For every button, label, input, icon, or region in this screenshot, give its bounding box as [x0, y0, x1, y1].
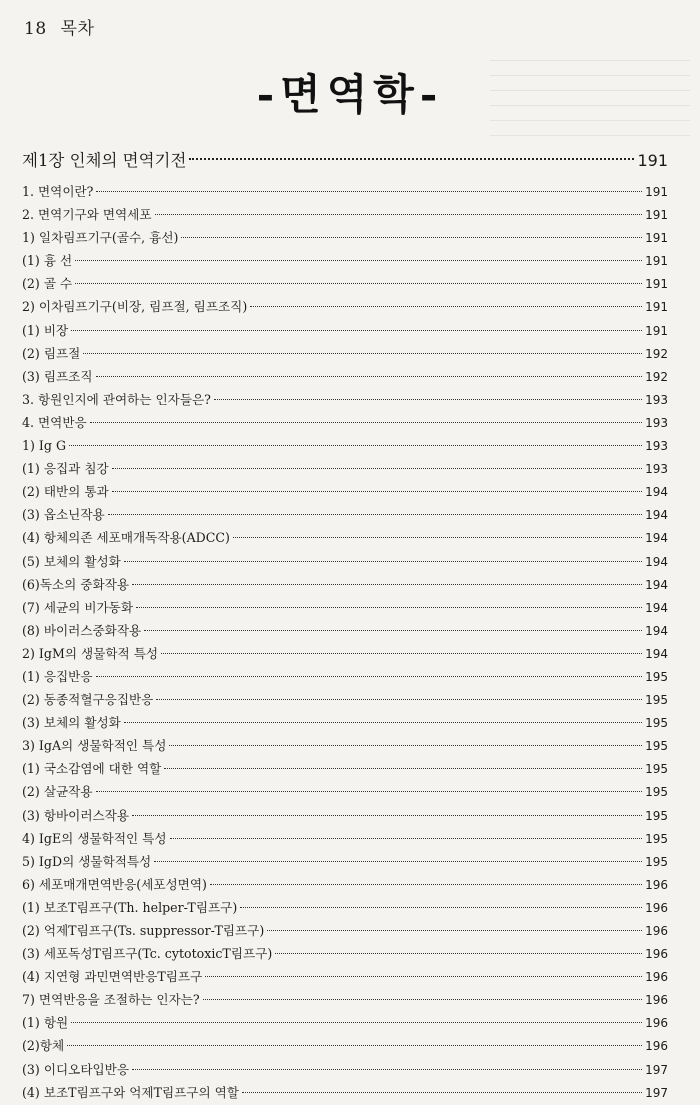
toc-entry	[22, 804, 668, 827]
entry-page: 196	[645, 877, 668, 892]
dot-leader	[132, 1069, 642, 1070]
entry-label: (4) 항체의존 세포매개독작용(ADCC)	[22, 530, 230, 546]
dot-leader	[144, 630, 642, 631]
dot-leader	[154, 861, 642, 862]
toc-entry	[22, 526, 668, 549]
entry-label: (1) 비장	[22, 322, 69, 338]
running-header	[24, 14, 94, 39]
dot-leader	[75, 283, 642, 284]
dot-leader	[90, 422, 642, 423]
entry-label: (3) 옵소닌작용	[22, 507, 105, 523]
entry-page: 197	[645, 1085, 668, 1100]
entry-label: 6) 세포매개면역반응(세포성면역)	[22, 876, 207, 892]
toc-entry	[22, 780, 668, 803]
toc-entry	[22, 619, 668, 642]
toc-entry	[22, 1081, 668, 1104]
entry-page: 191	[645, 231, 668, 246]
toc-entry	[22, 1011, 668, 1034]
toc-entry	[22, 1034, 668, 1057]
entry-page: 192	[645, 369, 668, 384]
entry-label: (1) 보조T림프구(Th. helper-T림프구)	[22, 899, 238, 915]
entry-label: (4) 지연형 과민면역반응T림프구	[22, 969, 203, 985]
entry-label: 1) 일차림프기구(골수, 흉선)	[22, 230, 179, 246]
entry-label: 1. 면역이란?	[22, 184, 94, 199]
entry-label: (8) 바이러스중화작용	[22, 622, 142, 638]
entry-label: (2) 억제T림프구(Ts. suppressor-T림프구)	[22, 923, 265, 938]
entry-label: (2) 림프절	[22, 345, 81, 361]
dot-leader	[169, 745, 642, 746]
toc-entry	[22, 596, 668, 619]
toc-entries	[22, 180, 668, 1104]
toc-entry	[22, 319, 668, 342]
toc-entry	[22, 965, 668, 988]
entry-page: 195	[645, 854, 668, 869]
dot-leader	[124, 722, 642, 723]
entry-page: 191	[645, 300, 668, 315]
dot-leader	[69, 445, 642, 446]
entry-label: 4) IgE의 생물학적인 특성	[22, 830, 167, 846]
entry-page: 195	[645, 808, 668, 823]
entry-page: 197	[645, 1062, 668, 1077]
entry-label: (4) 보조T림프구와 억제T림프구의 역할	[22, 1084, 239, 1100]
dot-leader	[267, 930, 642, 931]
dot-leader	[250, 306, 642, 307]
page-title: -면역학-	[256, 70, 444, 119]
entry-label: (7) 세균의 비가동화	[22, 599, 134, 615]
entry-label: (1) 항원	[22, 1015, 69, 1031]
chapter-label: 제1장 인체의 면역기전	[22, 151, 187, 170]
toc-entry	[22, 827, 668, 850]
dot-leader	[96, 376, 643, 377]
entry-page: 196	[645, 1016, 668, 1031]
section-name: 목차	[60, 19, 95, 39]
entry-label: 2) 이차림프기구(비장, 림프절, 림프조직)	[22, 299, 248, 315]
dot-leader	[132, 815, 642, 816]
dot-leader	[161, 653, 642, 654]
dot-leader	[170, 838, 643, 839]
entry-label: 7) 면역반응을 조절하는 인자는?	[22, 992, 200, 1008]
entry-page: 191	[645, 208, 668, 223]
entry-page: 191	[645, 277, 668, 292]
dot-leader	[83, 353, 642, 354]
entry-label: (2) 동종적혈구응집반응	[22, 692, 154, 708]
dot-leader	[112, 491, 642, 492]
dot-leader	[210, 884, 642, 885]
entry-label: (1) 국소감염에 대한 역할	[22, 761, 162, 777]
toc-entry	[22, 388, 668, 411]
toc-entry	[22, 573, 668, 596]
entry-label: (3) 보체의 활성화	[22, 715, 121, 731]
entry-page: 196	[645, 993, 668, 1008]
entry-page: 191	[645, 323, 668, 338]
toc-entry	[22, 711, 668, 734]
entry-label: (3) 림프조직	[22, 368, 93, 384]
toc-entry	[22, 249, 668, 272]
dot-leader	[67, 1045, 642, 1046]
entry-label: (2)항체	[22, 1038, 65, 1054]
entry-label: 1) Ig G	[22, 438, 67, 454]
toc-entry	[22, 873, 668, 896]
dot-leader	[205, 976, 642, 977]
dot-leader	[275, 953, 642, 954]
toc-entry	[22, 365, 668, 388]
dot-leader	[242, 1092, 642, 1093]
entry-page: 193	[645, 462, 668, 477]
toc-entry	[22, 411, 668, 434]
toc-entry	[22, 203, 668, 226]
entry-page: 194	[645, 531, 668, 546]
dot-leader	[181, 237, 642, 238]
toc-entry	[22, 896, 668, 919]
entry-page: 191	[645, 254, 668, 269]
toc-entry	[22, 757, 668, 780]
toc-entry	[22, 850, 668, 873]
dot-leader	[96, 191, 642, 192]
entry-label: 3) IgA의 생물학적인 특성	[22, 738, 167, 754]
entry-page: 195	[645, 739, 668, 754]
entry-page: 195	[645, 762, 668, 777]
toc-entry	[22, 942, 668, 965]
dot-leader	[214, 399, 642, 400]
toc-entry	[22, 503, 668, 526]
toc-entry	[22, 434, 668, 457]
toc-entry	[22, 734, 668, 757]
dot-leader	[156, 699, 642, 700]
entry-page: 194	[645, 600, 668, 615]
entry-page: 195	[645, 716, 668, 731]
entry-page: 194	[645, 554, 668, 569]
entry-page: 196	[645, 1039, 668, 1054]
entry-page: 194	[645, 577, 668, 592]
entry-label: (1) 응집반응	[22, 668, 93, 684]
toc-entry	[22, 665, 668, 688]
chapter-page: 191	[637, 151, 668, 170]
page-number: 18	[24, 19, 47, 39]
dot-leader	[132, 584, 642, 585]
entry-page: 193	[645, 439, 668, 454]
toc-entry	[22, 988, 668, 1011]
dot-leader	[124, 561, 642, 562]
dot-leader	[240, 907, 642, 908]
toc-entry	[22, 550, 668, 573]
entry-page: 192	[645, 346, 668, 361]
dot-leader	[112, 468, 642, 469]
toc-entry	[22, 480, 668, 503]
toc-entry	[22, 272, 668, 295]
entry-label: 3. 항원인지에 관여하는 인자들은?	[22, 391, 211, 407]
entry-label: 2) IgM의 생물학적 특성	[22, 645, 159, 661]
toc-entry	[22, 1058, 668, 1081]
entry-label: 2. 면역기구와 면역세포	[22, 207, 152, 223]
dot-leader	[164, 768, 642, 769]
entry-page: 196	[645, 924, 668, 938]
entry-page: 195	[645, 693, 668, 708]
dot-leader	[108, 514, 642, 515]
toc-entry	[22, 342, 668, 365]
entry-label: (5) 보체의 활성화	[22, 553, 121, 569]
entry-label: (3) 세포독성T림프구(Tc. cytotoxicT림프구)	[22, 946, 273, 962]
entry-page: 194	[645, 485, 668, 500]
entry-page: 196	[645, 947, 668, 962]
dot-leader	[75, 260, 642, 261]
entry-page: 191	[645, 185, 668, 199]
dot-leader	[189, 158, 634, 160]
entry-label: (1) 응집과 침강	[22, 461, 109, 477]
entry-label: (6)독소의 중화작용	[22, 576, 130, 592]
entry-page: 196	[645, 900, 668, 915]
toc-entry	[22, 226, 668, 249]
dot-leader	[233, 537, 642, 538]
entry-label: 5) IgD의 생물학적특성	[22, 853, 152, 869]
toc-entry	[22, 295, 668, 318]
entry-label: (2) 골 수	[22, 276, 73, 292]
table-of-contents	[22, 146, 668, 1104]
entry-label: 4. 면역반응	[22, 414, 87, 430]
dot-leader	[136, 607, 642, 608]
entry-label: (2) 살균작용	[22, 784, 93, 800]
toc-entry	[22, 919, 668, 942]
toc-entry	[22, 457, 668, 480]
dot-leader	[96, 791, 643, 792]
dot-leader	[96, 676, 643, 677]
entry-label: (2) 태반의 통과	[22, 484, 109, 500]
entry-label: (3) 항바이러스작용	[22, 807, 130, 823]
entry-page: 194	[645, 646, 668, 661]
entry-page: 194	[645, 508, 668, 523]
entry-page: 196	[645, 970, 668, 985]
entry-page: 193	[645, 415, 668, 430]
toc-entry	[22, 688, 668, 711]
entry-page: 195	[645, 669, 668, 684]
entry-label: (3) 이디오타입반응	[22, 1061, 130, 1077]
dot-leader	[155, 214, 643, 215]
entry-page: 194	[645, 623, 668, 638]
chapter-entry	[22, 146, 668, 176]
dot-leader	[203, 999, 642, 1000]
entry-label: (1) 흉 선	[22, 253, 73, 269]
dot-leader	[71, 1022, 642, 1023]
dot-leader	[71, 330, 642, 331]
toc-entry	[22, 642, 668, 665]
entry-page: 195	[645, 785, 668, 800]
toc-entry	[22, 180, 668, 203]
entry-page: 193	[645, 392, 668, 407]
entry-page: 195	[645, 831, 668, 846]
